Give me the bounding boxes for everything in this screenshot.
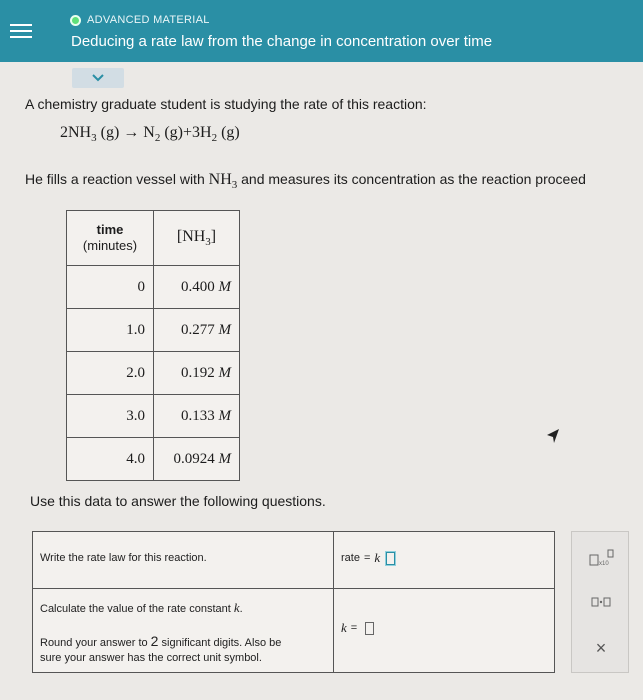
rc-prompt-text: Calculate the value of the rate constant	[40, 603, 234, 615]
chevron-down-icon	[91, 73, 105, 83]
table-row	[67, 266, 240, 309]
concentration-cell	[154, 438, 240, 481]
table-row	[67, 352, 240, 395]
question-intro: A chemistry graduate student is studying the rate of this reaction:	[25, 96, 427, 112]
rc-prompt-end: .	[239, 603, 243, 615]
conc-unit: M	[218, 321, 231, 338]
conc-value: 0.0924	[173, 450, 215, 467]
time-cell: 2.0	[67, 352, 154, 395]
rate-k: k	[374, 550, 381, 565]
product2-subscript: 2	[211, 132, 218, 145]
time-cell: 1.0	[67, 309, 154, 352]
answer-divider	[333, 532, 334, 672]
rate-constant-prompt	[40, 600, 243, 616]
rounding-instructions	[40, 634, 281, 666]
conc-unit: M	[218, 278, 231, 295]
measure-chem: NH	[208, 171, 232, 188]
round-text-c: significant digits. Also be	[158, 637, 282, 649]
conc-value: 0.277	[181, 321, 215, 338]
reactant-state: (g)	[100, 124, 120, 141]
exponent-template-icon	[586, 548, 616, 568]
product1-state: (g)	[164, 124, 183, 141]
time-header	[67, 211, 154, 266]
answer-panel	[32, 531, 555, 673]
conc-unit: M	[218, 407, 231, 424]
top-header	[0, 0, 643, 62]
collapse-button[interactable]	[72, 68, 124, 88]
multiply-dot-button[interactable]	[572, 594, 630, 610]
concentration-cell	[154, 395, 240, 438]
multiply-dot-template-icon	[587, 596, 615, 608]
time-header-unit: (minutes)	[82, 238, 138, 253]
time-cell: 4.0	[67, 438, 154, 481]
product1-formula: N	[143, 124, 155, 141]
topic-label: ADVANCED MATERIAL	[87, 14, 210, 26]
measure-text-after: and measures its concentration as the reaction proceed	[237, 171, 586, 187]
page-title: Deducing a rate law from the change in concentration over time	[71, 33, 493, 50]
table-header-row	[67, 211, 240, 266]
reactant-subscript: 3	[91, 132, 97, 145]
measure-text-before: He fills a reaction vessel with	[25, 171, 209, 187]
math-toolbar	[571, 531, 629, 673]
product1-subscript: 2	[154, 132, 161, 145]
conc-value: 0.400	[181, 278, 215, 295]
rate-constant-answer	[341, 620, 374, 636]
conc-value: 0.133	[181, 407, 215, 424]
conc-unit: M	[218, 364, 231, 381]
clear-button[interactable]	[572, 636, 630, 660]
conc-value: 0.192	[181, 364, 215, 381]
close-icon: ×	[595, 637, 607, 658]
topic-line	[70, 14, 210, 26]
product2-formula: 3H	[192, 124, 212, 141]
rate-law-prompt: Write the rate law for this reaction.	[40, 552, 207, 564]
table-row	[67, 395, 240, 438]
round-text-unit: sure your answer has the correct unit symbol.	[40, 652, 262, 664]
conc-header-close: ]	[210, 227, 217, 245]
concentration-cell	[154, 266, 240, 309]
measurement-description	[25, 171, 586, 191]
plus-sign: +	[182, 124, 193, 141]
table-row	[67, 438, 240, 481]
status-dot-icon	[70, 15, 81, 26]
concentration-table	[66, 210, 240, 481]
reactant-formula: 2NH	[60, 124, 92, 141]
rate-law-answer	[341, 550, 395, 566]
time-header-label: time	[96, 222, 124, 237]
conc-header-open: [NH	[176, 227, 206, 245]
time-cell: 3.0	[67, 395, 154, 438]
concentration-header	[154, 211, 240, 266]
reaction-equation	[60, 124, 240, 144]
conc-header-sub: 3	[205, 236, 211, 249]
conc-unit: M	[218, 450, 231, 467]
instructions: Use this data to answer the following questions.	[30, 493, 326, 509]
rate-equals: =	[363, 552, 371, 564]
exp-small-label: x10	[599, 561, 609, 567]
round-digits: 2	[150, 633, 159, 649]
round-text-a: Round your answer to	[40, 637, 151, 649]
table-row	[67, 309, 240, 352]
mouse-cursor-icon	[545, 427, 561, 445]
rc-prompt-k: k	[233, 600, 240, 615]
k-equals: =	[350, 622, 358, 634]
concentration-cell	[154, 352, 240, 395]
rate-label: rate	[341, 552, 360, 564]
menu-icon[interactable]	[10, 24, 32, 42]
measure-chem-sub: 3	[231, 179, 238, 192]
exponent-template-button[interactable]	[572, 546, 630, 570]
time-cell: 0	[67, 266, 154, 309]
k-label: k	[341, 620, 347, 635]
rate-law-input[interactable]	[386, 552, 395, 565]
concentration-cell	[154, 309, 240, 352]
product2-state: (g)	[221, 124, 240, 141]
reaction-arrow: →	[123, 124, 140, 141]
rate-constant-input[interactable]	[365, 622, 374, 635]
